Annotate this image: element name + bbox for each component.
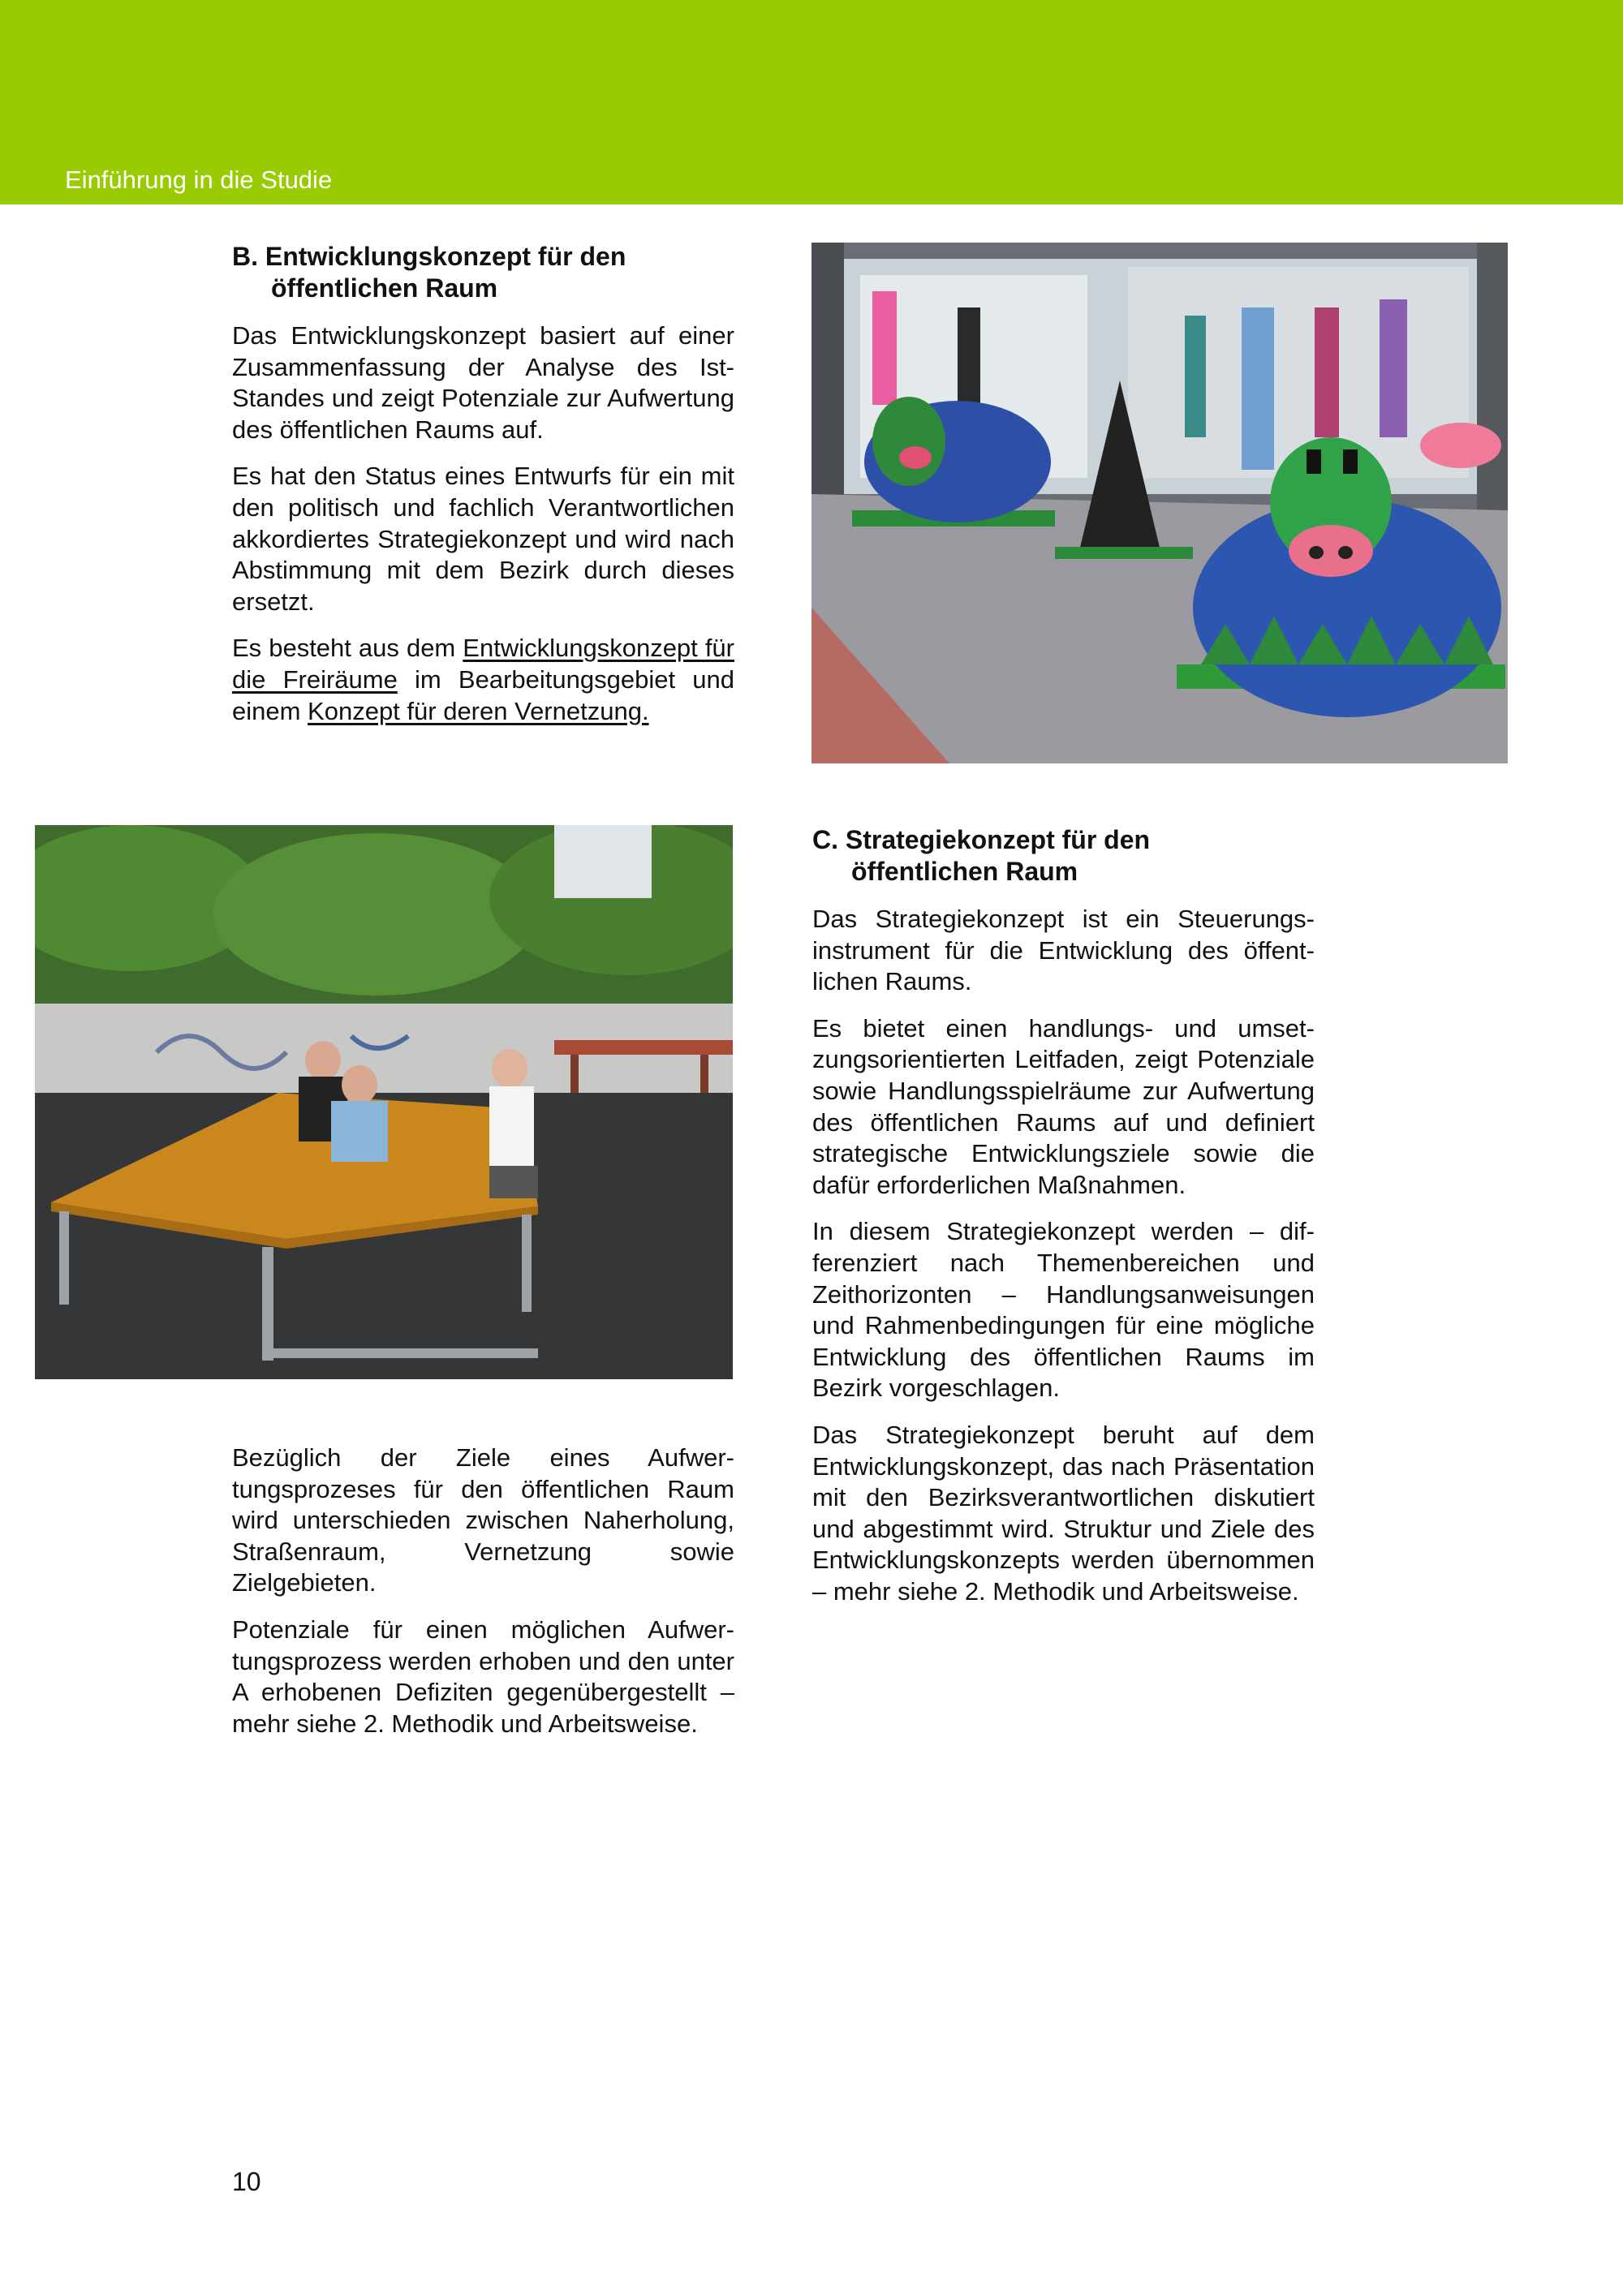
section-c-paragraph-1: Das Strategiekonzept ist ein Steuerungsinstrument für die Entwicklung des öffentlichen Raums. (812, 905, 1315, 996)
bench-scene-illustration (35, 825, 733, 1379)
photo-children-on-bench (35, 825, 733, 1379)
section-c-paragraph-3: In diesem Strategiekonzept werden – differenziert nach Themenbereichen und Zeithorizonten – Handlungsanweisungen und Rahmenbedingungen für eine mögliche Entwicklung des öffentlichen Raums im Bezirk vorgeschlagen. (812, 1217, 1315, 1403)
link-entwicklungskonzept-freiraeume[interactable]: Entwicklungskonzept für die Freiräume (232, 634, 734, 694)
page-number: 10 (232, 2167, 261, 2196)
section-c-heading (812, 824, 1315, 888)
lower-left-paragraph-2: Potenziale für einen möglichen Aufwertungsprozess werden erhoben und den unter A erhobenen Defiziten gegenübergestellt – mehr siehe 2. Methodik und Arbeitsweise. (232, 1615, 734, 1738)
section-b-paragraph-3 (232, 633, 734, 727)
link-konzept-vernetzung[interactable]: Konzept für deren Vernetzung. (308, 696, 649, 725)
section-b-paragraph-1: Das Entwicklungskonzept basiert auf einer Zusammenfassung der Analyse des Ist-Standes und zeigt Potenziale zur Aufwertung des öffentlichen Raums auf. (232, 321, 734, 444)
lower-left-text (232, 1443, 734, 1755)
section-c (812, 824, 1315, 1623)
photo-street-cow-figures (812, 243, 1508, 763)
section-b-p3-text-a: Es besteht aus dem (232, 634, 463, 663)
section-c-heading-line2: öffentlichen Raum (851, 857, 1078, 886)
section-c-paragraph-4: Das Strategiekonzept beruht auf dem Entwicklungskonzept, das nach Präsentation mit den Bezirksverantwortlichen diskutiert und abgestimmt wird. Struktur und Ziele des Entwicklungskonzepts werden übernommen – mehr siehe 2. Methodik und Arbeitsweise. (812, 1420, 1315, 1606)
section-b-p3-text-b: im Bearbeitungsgebiet und einem (232, 664, 734, 725)
lower-left-paragraph-1: Bezüglich der Ziele eines Aufwertungsprozeses für den öffentlichen Raum wird unterschieden zwischen Naherholung, Straßenraum, Vernetzung sowie Zielgebieten. (232, 1443, 734, 1597)
street-scene-illustration (812, 243, 1508, 763)
section-b-heading (232, 241, 734, 304)
section-c-paragraph-2: Es bietet einen handlungs- und umsetzungsorientierten Leitfaden, zeigt Potenziale sowie Handlungsspielräume zur Aufwertung des öffentlichen Raums auf und definiert strategische Entwicklungsziele sowie die dafür erforderlichen Maßnahmen. (812, 1013, 1315, 1199)
section-b-paragraph-2: Es hat den Status eines Entwurfs für ein mit den politisch und fachlich Verantwortlichen akkordiertes Strategiekonzept und wird nach Abstimmung mit dem Bezirk durch dieses ersetzt. (232, 462, 734, 616)
section-c-heading-line1: C. Strategiekonzept für den (812, 825, 1151, 854)
section-b (232, 241, 734, 742)
section-b-heading-line2: öffentlichen Raum (271, 273, 498, 303)
section-b-heading-line1: B. Entwicklungskonzept für den (232, 242, 626, 271)
header-bar (0, 0, 1623, 204)
section-title: Einführung in die Studie (65, 166, 333, 194)
